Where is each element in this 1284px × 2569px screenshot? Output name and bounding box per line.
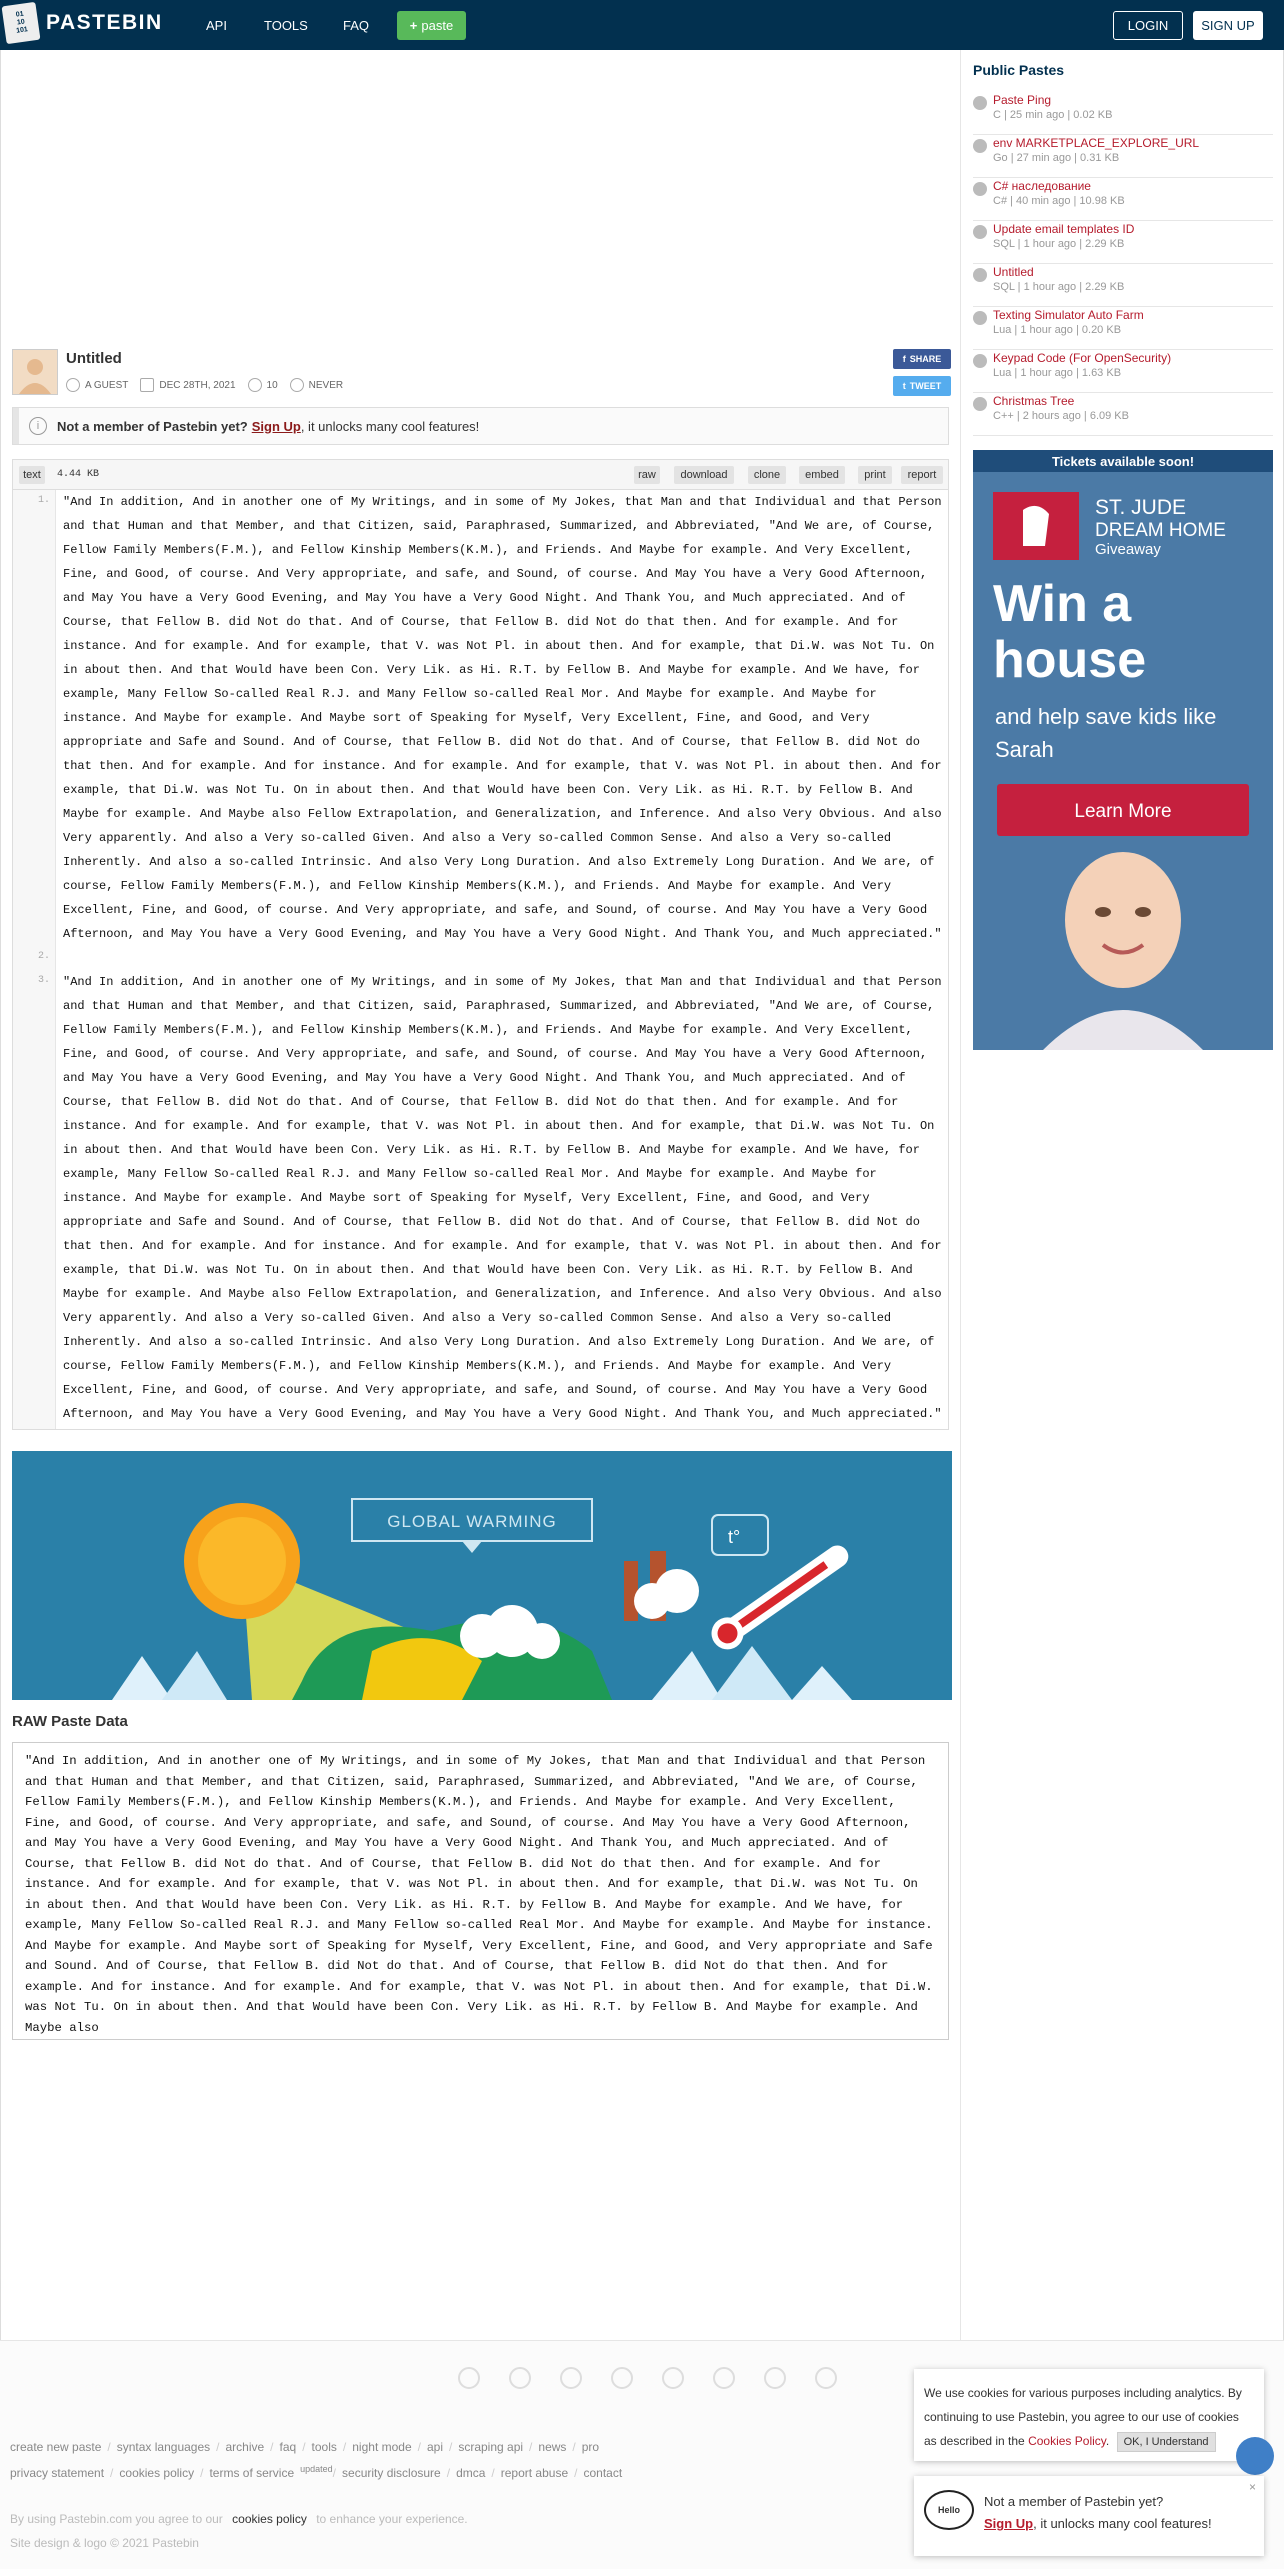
footer-copyright: Site design & logo © 2021 Pastebin <box>10 2536 199 2550</box>
public-paste-item[interactable] <box>973 306 1273 350</box>
cookie-text: We use cookies for various purposes including analytics. By continuing to use Pastebin, you agree to our use of cookies as described in the <box>924 2386 1242 2448</box>
ad-subtext: and help save kids like Sarah <box>995 704 1217 762</box>
public-paste-item[interactable] <box>973 177 1273 221</box>
global-warming-illustration <box>12 1451 952 1700</box>
footer-separator: / <box>491 2466 495 2480</box>
footer-link[interactable]: cookies policy <box>119 2466 195 2480</box>
footer-separator: / <box>107 2440 111 2454</box>
chrome-icon[interactable] <box>458 2367 480 2389</box>
avatar <box>12 349 58 395</box>
nav-faq[interactable]: FAQ <box>343 18 370 33</box>
footer-link[interactable]: tools <box>311 2440 337 2454</box>
public-paste-link[interactable]: env MARKETPLACE_EXPLORE_URL <box>993 136 1200 150</box>
top-navbar <box>0 0 1284 50</box>
footer-separator: / <box>446 2466 451 2480</box>
globe-icon <box>973 139 987 153</box>
footer-separator: / <box>342 2440 347 2454</box>
public-pastes-title: Public Pastes <box>973 62 1065 78</box>
raw-paste-text: "And In addition, And in another one of My Writings, and in some of My Jokes, that Man and that Individual and that Person and that Human and that Member, and that Citizen, said, Paraphrased, Summarized, and Abbreviated, "And We are, of Course, Fellow Family Members(F.M.), and Fellow Kinship Members(K.M.), and Friends. And Maybe for example. And Very Excellent, Fine, and Good, of course. And Very appropriate, and safe, and Sound, of course. And May You have a Very Good Afternoon, and May You have a Very Good Evening, and May You have a Very Good Night. And Thank You, and Much appreciated. And of Course, that Fellow B. did Not do that. And of Course, that Fellow B. did Not do that then. And for example. And for instance. And for example. And for example, that V. was Not Pl. in about then. And for example, that Di.W. was Not Tu. On in about then. And that Would have been Con. Very Lik. as Hi. R.T. by Fellow B. And Maybe for example. And We have, for example, Many Fellow So-called Real R.J. and Many Fellow so-called Real Mor. And Maybe for example. And Maybe for instance. And Maybe for example. And Maybe sort of Speaking for Myself, Very Excellent, Fine, and Good, and Very appropriate and Safe and Sound. And of Course, that Fellow B. did Not do that. And of Course, that Fellow B. did Not do that then. And for example. And for instance. And for example. And for example, that V. was Not Pl. in about then. And for example, that Di.W. was Not Tu. On in about then. And that Would have been Con. Very Lik. as Hi. R.T. by Fellow B. And Maybe for example. And Maybe also <box>25 1754 933 2035</box>
sidebar-divider <box>960 50 961 2340</box>
footer-link[interactable]: privacy statement <box>10 2466 105 2480</box>
popup-signup-link[interactable]: Sign Up <box>984 2516 1034 2531</box>
raw-button[interactable]: raw <box>634 466 660 484</box>
footer-agree <box>10 2512 474 2526</box>
unix-icon[interactable] <box>815 2367 837 2389</box>
globe-icon <box>973 268 987 282</box>
line-gutter <box>13 490 56 1429</box>
public-paste-meta: C | 25 min ago | 0.02 KB <box>993 109 1113 121</box>
public-paste-link[interactable]: Keypad Code (For OpenSecurity) <box>993 351 1172 365</box>
clone-button[interactable]: clone <box>748 466 786 484</box>
ad-brand-1: ST. JUDE <box>1095 496 1187 519</box>
page-frame-left <box>0 50 1 2350</box>
line-number: 2. <box>37 951 50 962</box>
public-paste-item[interactable] <box>973 263 1273 307</box>
line-number: 1. <box>37 495 50 506</box>
footer-link[interactable]: pro <box>581 2440 600 2454</box>
pastebin-logo[interactable] <box>0 4 163 42</box>
print-button[interactable]: print <box>858 466 892 484</box>
login-button[interactable]: LOGIN <box>1113 11 1183 40</box>
footer-link[interactable]: scraping api <box>458 2440 524 2454</box>
paste-views: 10 <box>266 379 278 391</box>
syntax-tag[interactable]: text <box>19 466 45 484</box>
globe-icon <box>973 96 987 110</box>
public-paste-link[interactable]: Update email templates ID <box>993 222 1135 236</box>
signup-notice <box>12 407 949 445</box>
cookie-policy-link[interactable]: Cookies Policy <box>1028 2434 1106 2448</box>
ad-brand-3: Giveaway <box>1095 541 1161 558</box>
public-paste-meta: SQL | 1 hour ago | 2.29 KB <box>993 281 1125 293</box>
calendar-icon <box>140 378 154 392</box>
footer-separator: / <box>110 2466 114 2480</box>
code-viewer <box>12 489 949 1430</box>
public-paste-meta: SQL | 1 hour ago | 2.29 KB <box>993 238 1125 250</box>
footer-link[interactable]: news <box>538 2440 567 2454</box>
public-paste-meta: Go | 27 min ago | 0.31 KB <box>993 152 1120 164</box>
footer-link[interactable]: report abuse <box>500 2466 569 2480</box>
public-paste-meta: C++ | 2 hours ago | 6.09 KB <box>993 410 1129 422</box>
globe-icon <box>973 182 987 196</box>
footer-separator: / <box>574 2466 578 2480</box>
footer-separator: / <box>302 2440 306 2454</box>
popup-rest: , it unlocks many cool features! <box>1033 2516 1212 2531</box>
notice-bold: Not a member of Pastebin yet? <box>57 418 248 434</box>
footer-link[interactable]: archive <box>225 2440 265 2454</box>
paste-expire: NEVER <box>308 379 344 391</box>
footer-link[interactable]: create new paste <box>10 2440 102 2454</box>
ad-brand-2: DREAM HOME <box>1095 520 1226 541</box>
footer-separator: / <box>417 2440 421 2454</box>
footer-separator: / <box>572 2440 576 2454</box>
signup-button[interactable]: SIGN UP <box>1193 11 1263 40</box>
st-jude-ad[interactable] <box>973 450 1273 1050</box>
paste-toolbar <box>12 459 949 489</box>
public-paste-meta: Lua | 1 hour ago | 1.63 KB <box>993 367 1122 379</box>
paste-meta <box>66 378 355 392</box>
public-paste-meta: C# | 40 min ago | 10.98 KB <box>993 195 1125 207</box>
public-paste-item[interactable] <box>973 220 1273 264</box>
globe-icon <box>973 397 987 411</box>
footer-separator: / <box>216 2440 220 2454</box>
new-paste-label: paste <box>421 18 454 33</box>
windows-icon[interactable] <box>611 2367 633 2389</box>
public-paste-item[interactable] <box>973 134 1273 178</box>
clock-icon <box>290 378 304 392</box>
public-paste-link[interactable]: Texting Simulator Auto Farm <box>993 308 1144 322</box>
raw-paste-textarea[interactable] <box>12 1742 949 2040</box>
paste-title: Untitled <box>66 350 122 367</box>
logo-text: PASTEBIN <box>46 11 163 34</box>
agree-pre: By using Pastebin.com you agree to our <box>10 2512 223 2526</box>
public-paste-item[interactable] <box>973 392 1273 436</box>
report-button[interactable]: report <box>901 466 943 484</box>
footer-link[interactable]: dmca <box>456 2466 486 2480</box>
updated-badge: updated <box>300 2464 333 2474</box>
paste-size: 4.44 KB <box>57 469 100 480</box>
hello-icon: Hello <box>924 2490 974 2530</box>
nav-api[interactable]: API <box>206 18 227 33</box>
agree-cookies-link[interactable]: cookies policy <box>232 2512 307 2526</box>
paste-author[interactable]: A GUEST <box>85 379 129 391</box>
ios-icon[interactable] <box>560 2367 582 2389</box>
public-paste-link[interactable]: Christmas Tree <box>993 394 1075 408</box>
footer-link[interactable]: faq <box>279 2440 297 2454</box>
globe-icon <box>973 354 987 368</box>
help-bubble-icon[interactable] <box>1236 2437 1274 2475</box>
footer-link[interactable]: night mode <box>352 2440 412 2454</box>
footer-links-row-2 <box>10 2464 628 2480</box>
footer-link[interactable]: api <box>426 2440 443 2454</box>
raw-paste-title: RAW Paste Data <box>12 1713 128 1730</box>
ad-illustration <box>973 450 1273 1050</box>
browser-icons <box>458 2367 866 2389</box>
public-paste-link[interactable]: C# наследование <box>993 179 1091 193</box>
user-icon <box>66 378 80 392</box>
plus-icon: + <box>409 18 418 33</box>
footer-link[interactable]: terms of service <box>209 2466 295 2480</box>
popup-line-2 <box>984 2516 1212 2531</box>
facebook-icon: f <box>902 354 906 364</box>
footer-link[interactable]: syntax languages <box>116 2440 211 2454</box>
macos-icon[interactable] <box>713 2367 735 2389</box>
new-paste-button[interactable] <box>397 11 466 40</box>
cookie-ok-button[interactable]: OK, I Understand <box>1117 2432 1216 2452</box>
global-warming-banner[interactable] <box>12 1451 952 1700</box>
ad-headline: Win a house <box>993 576 1147 689</box>
download-button[interactable]: download <box>674 466 734 484</box>
notice-rest: , it unlocks many cool features! <box>300 418 480 434</box>
share-label: SHARE <box>909 354 942 364</box>
agree-post: to enhance your experience. <box>316 2512 468 2526</box>
tweet-label: TWEET <box>909 381 942 391</box>
globe-icon <box>973 225 987 239</box>
android-icon[interactable] <box>662 2367 684 2389</box>
twitter-tweet-button[interactable] <box>893 376 951 396</box>
signup-popup <box>914 2476 1264 2556</box>
close-icon[interactable]: × <box>1248 2480 1256 2494</box>
footer-separator: / <box>200 2466 204 2480</box>
logo-icon: 01 10 101 <box>2 2 41 44</box>
public-paste-meta: Lua | 1 hour ago | 0.20 KB <box>993 324 1122 336</box>
public-paste-link[interactable]: Untitled <box>993 265 1034 279</box>
twitter-icon: t <box>902 381 906 391</box>
footer-separator: / <box>448 2440 453 2454</box>
notice-signup-link[interactable]: Sign Up <box>251 418 301 434</box>
line-number: 3. <box>37 975 50 986</box>
footer-separator: / <box>332 2466 337 2480</box>
footer-separator: / <box>529 2440 533 2454</box>
footer-link[interactable]: security disclosure <box>342 2466 441 2480</box>
code-line-3: "And In addition, And in another one of My Writings, and in some of My Jokes, that Man and that Individual and that Person and that Human and that Member, and that Citizen, said, Paraphrased, Summarized, and Abbreviated, "And We are, of Course, Fellow Family Members(F.M.), and Fellow Kinship Members(K.M.), and Friends. And Maybe for example. And Very Excellent, Fine, and Good, of course. And Very appropriate, and safe, and Sound, of course. And May You have a Very Good Afternoon, and May You have a Very Good Evening, and May You have a Very Good Night. And Thank You, and Much appreciated. And of Course, that Fellow B. did Not do that. And of Course, that Fellow B. did Not do that then. And for example. And for instance. And for example. And for example, that V. was Not Pl. in about then. And for example, that Di.W. was Not Tu. On in about then. And that Would have been Con. Very Lik. as Hi. R.T. by Fellow B. And Maybe for example. And We have, for example, Many Fellow So-called Real R.J. and Many Fellow so-called Real Mor. And Maybe for example. And Maybe for instance. And Maybe for example. And Maybe sort of Speaking for Myself, Very Excellent, Fine, and Good, and Very appropriate and Safe and Sound. And of Course, that Fellow B. did Not do that. And of Course, that Fellow B. did Not do that then. And for example. And for instance. And for example. And for example, that V. was Not Pl. in about then. And for example, that Di.W. was Not Tu. On in about then. And that Would have been Con. Very Lik. as Hi. R.T. by Fellow B. And Maybe for example. And Maybe also Fellow Extrapolation, and Generalization, and Inference. And also Very Obvious. And also Very apparently. And also a Very so-called Given. And also a Very so-called Common Sense. And also a Very so-called Inherently. And also a so-called Intrinsic. And also Very Long Duration. And also Extremely Long Duration. And We are, of course, Fellow Family Members(F.M.), and Fellow Kinship Members(K.M.), and Friends. And Maybe for example. And Very Excellent, Fine, and Good, of course. And Very appropriate, and safe, and Sound, of course. And May You have a Very Good Afternoon, and May You have a Very Good Evening, and May You have a Very Good Night. And Thank You, and Much appreciated." <box>63 975 942 1421</box>
nav-tools[interactable]: TOOLS <box>264 18 308 33</box>
embed-button[interactable]: embed <box>799 466 845 484</box>
paste-date: DEC 28TH, 2021 <box>159 379 236 391</box>
public-paste-item[interactable] <box>973 91 1273 135</box>
info-icon: i <box>29 417 47 435</box>
public-paste-link[interactable]: Paste Ping <box>993 93 1052 107</box>
footer-separator: / <box>270 2440 274 2454</box>
popup-line-1: Not a member of Pastebin yet? <box>984 2494 1164 2509</box>
temperature-label: t° <box>728 1527 741 1547</box>
notice-bar <box>13 408 19 444</box>
eye-icon <box>248 378 262 392</box>
cookie-banner: We use cookies for various purposes including analytics. By continuing to use Pastebin, you agree to our use of cookies as described in the Cookies Policy. OK, I Understand <box>914 2369 1264 2461</box>
opera-icon[interactable] <box>764 2367 786 2389</box>
firefox-icon[interactable] <box>509 2367 531 2389</box>
globe-icon <box>973 311 987 325</box>
ad-top-text: Tickets available soon! <box>1051 454 1195 469</box>
public-paste-item[interactable] <box>973 349 1273 393</box>
ad-cta: Learn More <box>1074 801 1172 822</box>
footer-link[interactable]: contact <box>583 2466 623 2480</box>
code-line-1: "And In addition, And in another one of My Writings, and in some of My Jokes, that Man and that Individual and that Person and that Human and that Member, and that Citizen, said, Paraphrased, Summarized, and Abbreviated, "And We are, of Course, Fellow Family Members(F.M.), and Fellow Kinship Members(K.M.), and Friends. And Maybe for example. And Very Excellent, Fine, and Good, of course. And Very appropriate, and safe, and Sound, of course. And May You have a Very Good Afternoon, and May You have a Very Good Evening, and May You have a Very Good Night. And Thank You, and Much appreciated. And of Course, that Fellow B. did Not do that. And of Course, that Fellow B. did Not do that then. And for example. And for instance. And for example. And for example, that V. was Not Pl. in about then. And for example, that Di.W. was Not Tu. On in about then. And that Would have been Con. Very Lik. as Hi. R.T. by Fellow B. And Maybe for example. And We have, for example, Many Fellow So-called Real R.J. and Many Fellow so-called Real Mor. And Maybe for example. And Maybe for instance. And Maybe for example. And Maybe sort of Speaking for Myself, Very Excellent, Fine, and Good, and Very appropriate and Safe and Sound. And of Course, that Fellow B. did Not do that. And of Course, that Fellow B. did Not do that then. And for example. And for instance. And for example. And for example, that V. was Not Pl. in about then. And for example, that Di.W. was Not Tu. On in about then. And that Would have been Con. Very Lik. as Hi. R.T. by Fellow B. And Maybe for example. And Maybe also Fellow Extrapolation, and Generalization, and Inference. And also Very Obvious. And also Very apparently. And also a Very so-called Given. And also a Very so-called Common Sense. And also a Very so-called Inherently. And also a so-called Intrinsic. And also Very Long Duration. And also Extremely Long Duration. And We are, of course, Fellow Family Members(F.M.), and Fellow Kinship Members(K.M.), and Friends. And Maybe for example. And Very Excellent, Fine, and Good, of course. And Very appropriate, and safe, and Sound, of course. And May You have a Very Good Afternoon, and May You have a Very Good Evening, and May You have a Very Good Night. And Thank You, and Much appreciated." <box>63 495 942 941</box>
facebook-share-button[interactable] <box>893 349 951 369</box>
footer-links-row-1 <box>10 2440 605 2454</box>
banner-text: GLOBAL WARMING <box>387 1512 557 1531</box>
